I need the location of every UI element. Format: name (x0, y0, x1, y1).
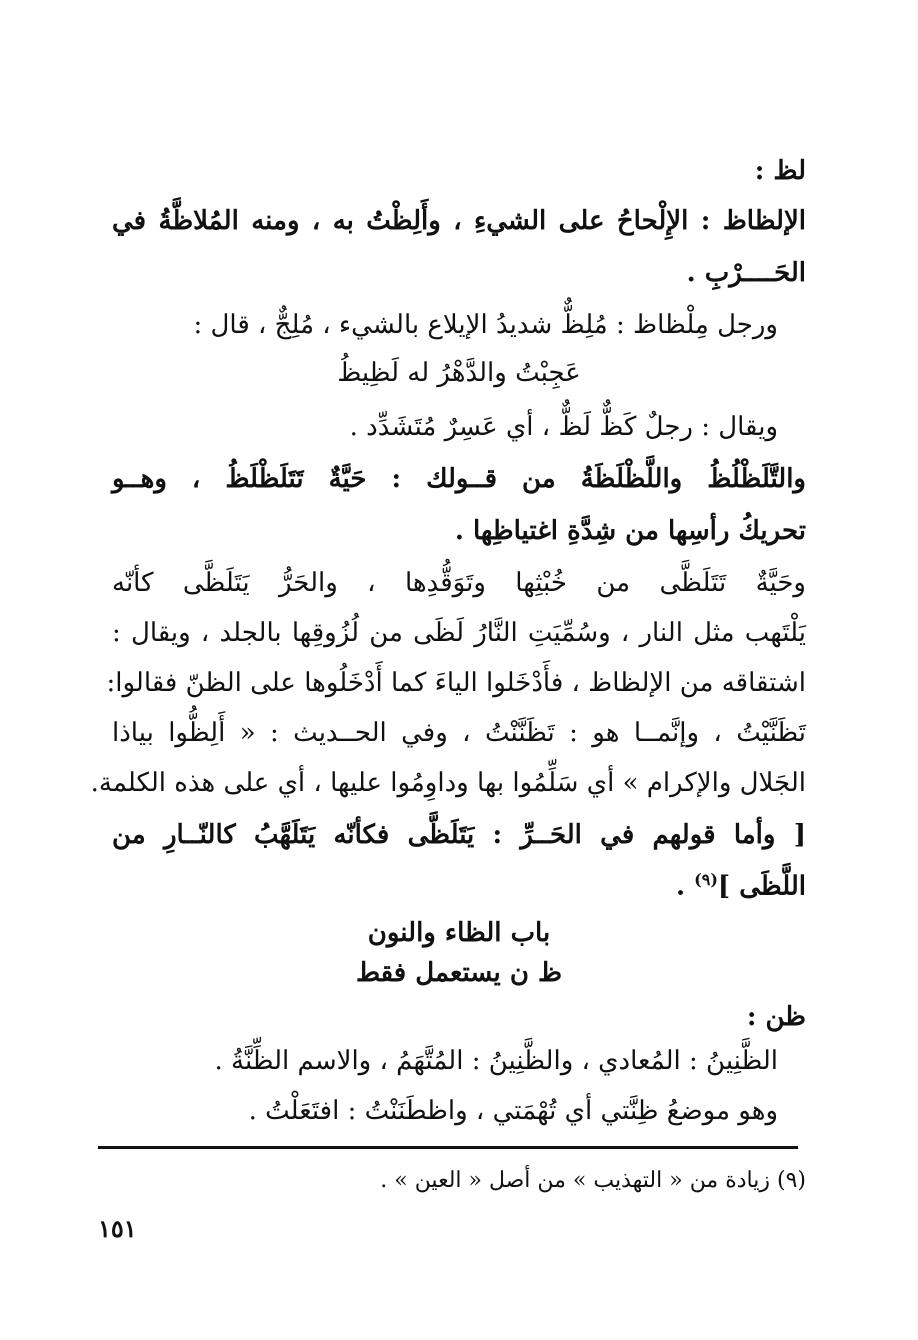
text-line: الحَــــرْبِ . (686, 258, 806, 288)
footnote-divider (98, 1146, 798, 1149)
entry-heading-lz: لظ : (754, 156, 806, 186)
text-line: اشتقاقه من الإلظاظ ، فأَدْخَلوا الياءَ كما أَدْخَلُوها على الظنّ فقالوا: (106, 668, 806, 698)
verse-line: عَجِبْتُ والدَّهْرُ له لَظِيظُ (337, 358, 581, 388)
footnote-marker: (٩) (694, 870, 718, 889)
text-line: تحريكُ رأسِها من شِدَّةِ اغتياظِها . (454, 516, 806, 546)
text-segment: اللَّظَى ] (717, 871, 806, 902)
section-title: باب الظاء والنون (367, 918, 551, 948)
text-line: وهو موضعُ ظِنَّتي أي تُهْمَتي ، واظطَنَنْتُ : افتَعَلْتُ . (248, 1096, 778, 1126)
text-line: ويقال : رجلٌ كَظٌّ لَظٌّ ، أي عَسِرٌ مُتَشَدِّد . (349, 412, 778, 442)
text-line: وحَيَّةٌ تَتَلَظَّى من خُبْثِها وتَوَقُّدِها ، والحَرُّ يَتَلَظَّى كأنّه (112, 568, 806, 598)
period: . (676, 871, 695, 902)
footnote: (٩) زيادة من « التهذيب » من أصل « العين » . (380, 1168, 806, 1193)
text-line: الإلظاظ : الإِلْحاحُ على الشيءِ ، وأَلِظْتُ به ، ومنه المُلاظَّةُ في (112, 206, 806, 236)
text-line: الظَّنِينُ : المُعادي ، والظَّنِينُ : المُتَّهَمُ ، والاسم الظِّنَّةُ . (214, 1046, 778, 1076)
section-subtitle: ظ ن يستعمل فقط (355, 958, 563, 988)
text-line: والتَّلَظْلُظُ واللَّظْلَظَةُ من قــولك : حَيَّةٌ تَتَلَظْلَظُ ، وهــو (112, 464, 806, 494)
page-number: ١٥١ (98, 1214, 137, 1243)
text-line: تَظَنَّيْتُ ، وإنَّمــا هو : تَظَنَّنْتُ ، وفي الحــديث : « أَلِظُّوا بياذا (112, 718, 806, 748)
text-line: [ وأما قولهم في الحَــرِّ : يَتَلَظَّى فكأنّه يَتَلَهَّبُ كالنّــارِ من (112, 820, 806, 850)
text-line: ورجل مِلْظاظ : مُلِظٌّ شديدُ الإيلاع بالشيء ، مُلِجٌّ ، قال : (193, 310, 778, 340)
text-line: يَلْتَهب مثل النار ، وسُمِّيَتِ النَّارُ لَظَى من لُزُوقِها بالجلد ، ويقال : (112, 618, 806, 648)
text-line (676, 870, 806, 902)
entry-heading-zn: ظن : (746, 1002, 806, 1032)
text-line: الجَلال والإكرام » أي سَلِّمُوا بها وداوِمُوا عليها ، أي على هذه الكلمة. (90, 768, 806, 798)
